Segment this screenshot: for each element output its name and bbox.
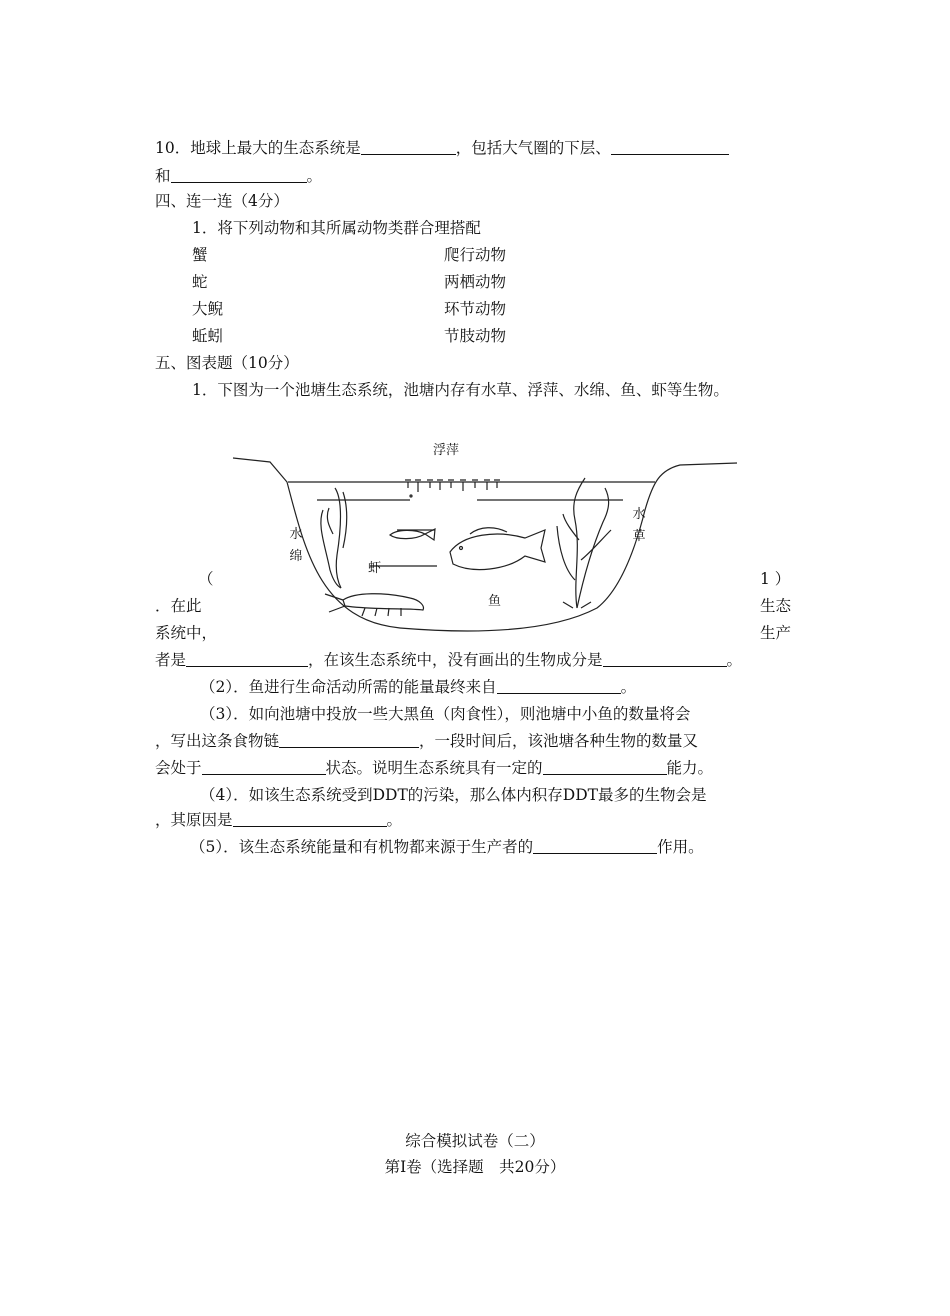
animal-item[interactable]: 蚯蚓	[192, 327, 224, 345]
p4-line2	[155, 810, 402, 830]
p1-text: 者是	[155, 651, 187, 669]
answer-blank[interactable]	[497, 677, 621, 694]
p1-number: 1 ）	[760, 570, 791, 588]
p5-line	[190, 837, 704, 857]
answer-blank[interactable]	[611, 138, 729, 155]
group-item[interactable]: 两栖动物	[444, 273, 507, 291]
big-fish	[450, 530, 545, 570]
section4-heading: 四、连一连（4分）	[155, 192, 289, 210]
p1-text: 。	[726, 651, 743, 669]
answer-blank[interactable]	[202, 758, 326, 775]
p4-text: 。	[386, 811, 403, 829]
p2-text: 。	[620, 678, 637, 696]
answer-blank[interactable]	[233, 810, 387, 827]
group-item[interactable]: 节肢动物	[444, 327, 507, 345]
exam-subtitle: 第Ⅰ卷（选择题 共20分）	[384, 1158, 566, 1176]
answer-blank[interactable]	[186, 650, 308, 667]
answer-blank[interactable]	[279, 731, 419, 748]
answer-blank[interactable]	[543, 758, 667, 775]
animal-item[interactable]: 蛇	[192, 273, 208, 291]
p1-text: ，在该生态系统中，没有画出的生物成分是	[308, 651, 603, 669]
p1-right-a: 生态	[760, 597, 792, 615]
answer-blank[interactable]	[171, 166, 307, 183]
small-fish	[390, 529, 435, 540]
spirogyra-strand	[335, 488, 341, 588]
q10-number: 10．	[155, 139, 191, 157]
q10-line2	[155, 166, 322, 186]
p1-left-a: ．在此	[155, 597, 202, 615]
q10-line1	[155, 138, 729, 158]
q10-text-a: 地球上最大的生态系统是	[190, 139, 361, 157]
section5-heading: 五、图表题（10分）	[155, 354, 299, 372]
p1-left-b: 系统中，	[155, 624, 218, 642]
label-fish: 鱼	[488, 594, 502, 609]
shrimp	[343, 594, 423, 610]
p3-text: 状态。说明生态系统具有一定的	[325, 759, 543, 777]
answer-blank[interactable]	[603, 650, 727, 667]
label-waterweed: 水草	[632, 507, 646, 544]
p4-line1: （4）．如该生态系统受到DDT的污染，那么体内积存DDT最多的生物会是	[200, 786, 707, 804]
label-spirogyra: 水绵	[289, 527, 303, 564]
group-item[interactable]: 爬行动物	[444, 246, 507, 264]
group-item[interactable]: 环节动物	[444, 300, 507, 318]
answer-blank[interactable]	[533, 837, 657, 854]
q10-text-c: 和	[155, 167, 171, 185]
pond-outline	[233, 458, 737, 631]
p5-text: 作用。	[657, 838, 704, 856]
p1-line3	[155, 650, 742, 670]
p1-paren: （	[198, 570, 214, 588]
p2-text: （2）．鱼进行生命活动所需的能量最终来自	[200, 678, 497, 696]
animal-item[interactable]: 蟹	[192, 246, 208, 264]
p5-text: （5）．该生态系统能量和有机物都来源于生产者的	[190, 838, 534, 856]
pond-illustration	[225, 430, 755, 645]
section4-question: 1．将下列动物和其所属动物类群合理搭配	[192, 219, 481, 237]
p3-text: ，一段时间后，该池塘各种生物的数量又	[419, 732, 699, 750]
answer-blank[interactable]	[361, 138, 456, 155]
pond-ecosystem-diagram	[225, 430, 755, 645]
p4-text: ，其原因是	[155, 811, 233, 829]
animal-item[interactable]: 大鲵	[192, 300, 224, 318]
waterweed	[574, 478, 585, 608]
p3-text: 能力。	[666, 759, 714, 777]
p2-line	[200, 677, 636, 697]
q10-text-d: 。	[306, 167, 323, 185]
label-shrimp: 虾	[368, 561, 382, 576]
p1-right-b: 生产	[760, 624, 792, 642]
section5-question: 1．下图为一个池塘生态系统，池塘内存有水草、浮萍、水绵、鱼、虾等生物。	[192, 381, 729, 399]
p3-text: 会处于	[155, 759, 202, 777]
p3-text: ，写出这条食物链	[155, 732, 280, 750]
p3-line3	[155, 758, 713, 778]
exam-title: 综合模拟试卷（二）	[405, 1132, 545, 1150]
q10-text-b: ，包括大气圈的下层、	[455, 139, 611, 157]
label-duckweed: 浮萍	[433, 443, 460, 458]
p3-line1: （3）．如向池塘中投放一些大黑鱼（肉食性），则池塘中小鱼的数量将会	[200, 705, 691, 723]
p3-line2	[155, 731, 698, 751]
